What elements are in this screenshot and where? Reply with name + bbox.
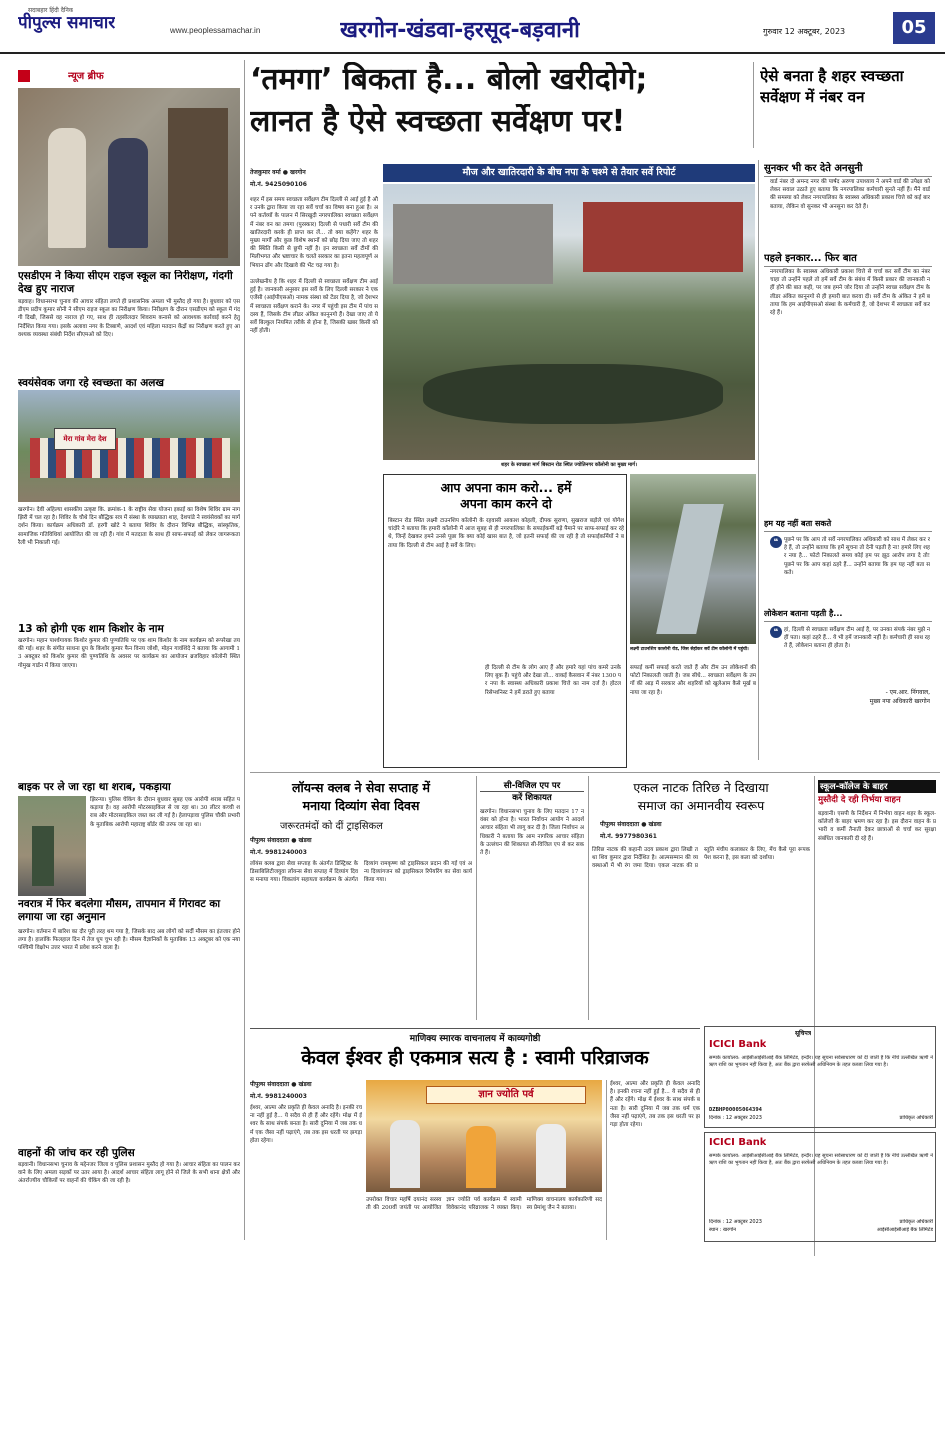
- article-kishore-body: खरगोन। महान पार्श्वगायक किशोर कुमार की पुण्यतिथि पर एक शाम किशोर के नाम कार्यक्रम को रूपरेखा तय की गई। शहर के संगीत साधना ग्रुप के किशोर कुमार फैन विनय जोशी, मोहन गावंशिंदे ने बताया कि आगामी 13 अक्टूबर को किशोर कुमार की पुण्यतिथि के अवसर पर कार्यक्रम का आयोजन ब्रजविहार कॉलोनी स्थित गोमुख गार्डन में किया जाएगा।: [18, 638, 240, 669]
- website-url[interactable]: www.peoplessamachar.in: [170, 26, 261, 35]
- news-brief-header: [18, 66, 240, 86]
- lead-headline-line1: ‘तमगा’ बिकता है... बोलो खरीदोगे;: [250, 62, 648, 97]
- notice-account-1: DZBHP00005064394: [709, 1107, 762, 1113]
- event-banner: ज्ञान ज्योति पर्व: [426, 1086, 586, 1104]
- page-number: 05: [893, 12, 935, 44]
- sidebar-s4-title: लोकेशन बताना पड़ती है...: [764, 608, 932, 622]
- ekal-title-line1: एकल नाटक तिरिछ ने दिखाया: [633, 780, 769, 795]
- lead-headline-line2: लानत है ऐसे स्वच्छता सर्वेक्षण पर!: [250, 104, 626, 139]
- notice-sign-2b: आईसीआईसीआई बैंक लिमिटेड: [876, 1227, 933, 1233]
- issue-date: गुरुवार 12 अक्टूबर, 2023: [763, 27, 846, 36]
- drain-photo: [630, 474, 756, 644]
- liquor-seizure-photo: [18, 796, 86, 896]
- lead-side-headline: ऐसे बनता है शहर स्वच्छता सर्वेक्षण में नंबर वन: [760, 67, 904, 106]
- person-figure: [48, 128, 86, 248]
- sidebar-s4-sign-line1: - एम.आर. निंगवाल,: [885, 689, 930, 696]
- icici-logo-1: ICICI Bank: [709, 1039, 767, 1050]
- lions-title-line1: लॉयन्स क्लब ने सेवा सप्ताह में: [292, 780, 430, 795]
- sewage-road-photo: [383, 184, 755, 470]
- sidebar-s1-body: वार्ड नंबर दो अमन्द नगर की पार्षद अरुणा उपाध्याय ने अपने वार्ड की उपेक्षा को लेकर सवाल उठाते हुए बताया कि नगरपालिका कर्मचारी सुनते नहीं हैं। मैंने वार्ड की समस्या को लेकर नगरपालिका के स्वास्थ्य अधिकारी प्रकाश चित्ते को कई बार बताया, लेकिन वो सुनकर भी अनसुना कर देते हैं।: [770, 179, 930, 210]
- photo1-caption: शहर के स्वच्छता मार्ग बिस्टान रोड स्थित ज्योतिनगर कॉलोनी का मुख्य मार्ग।: [383, 460, 755, 470]
- notice-date-1: दिनांक : 12 अक्टूबर 2023: [709, 1115, 762, 1121]
- swami-byline: पीपुल्स संवाददाता ● खंडवा: [250, 1081, 312, 1088]
- notice-sign-1: प्राधिकृत अधिकारी: [899, 1115, 933, 1121]
- newspaper-logo: पीपुल्स समाचार: [18, 13, 116, 33]
- drain-water-figure: [656, 504, 724, 634]
- sidebar-divider: [758, 160, 759, 760]
- swami-headline: केवल ईश्वर ही एकमात्र सत्य है : स्वामी परिव्राजक: [301, 1047, 649, 1069]
- school-title-line1: स्कूल-कॉलेज के बाहर: [818, 780, 936, 793]
- notice-body-2: सम्पर्क कार्यालय: आईसीआईसीआई बैंक लिमिटेड, इन्दौर। यह सूचना सर्वसाधारण को दी जाती है कि नीचे उल्लेखित ऋणी ने ऋण राशि का भुगतान नहीं किया है, अतः बैंक द्वारा सरफेसी अधिनियम के तहत कब्जा लिया गया है।: [709, 1153, 933, 1166]
- building-figure: [583, 202, 743, 272]
- notice-sign-2a: प्राधिकृत अधिकारी: [899, 1219, 933, 1225]
- article-kishore-title: 13 को होगी एक शाम किशोर के नाम: [18, 623, 164, 635]
- article-sdm-title: एसडीएम ने किया सीएम राइज स्कूल का निरीक्षण, गंदगी देख हुए नाराज: [18, 270, 233, 295]
- ekal-title-line2: समाज का अमानवीय स्वरूप: [637, 798, 765, 813]
- swami-body: ईश्वर, आत्मा और प्रकृति ही केवल अनादि है। इनकी रचना नहीं हुई है... ये सदैव से ही हैं और रहेंगे। मोक्ष में ईश्वर के साथ संपर्क बनता है। सारी दुनिया में जब तक धर्म एक जैसा नहीं पढ़ाएंगे, तब तक इस धरती पर झगड़ा होता रहेगा।: [250, 1105, 362, 1144]
- article-vehicle-body: बड़वानी। विधानसभा चुनाव के मद्देनजर जिला व पुलिस प्रशासन मुस्तैद हो गया है। आचार संहिता का पालन करवाने के लिए अमला सड़कों पर उतर आया है। आदर्श आचार संहिता लागू होने से जिले के सभी थाना क्षेत्रों और अंतर्राज्यीय चौकियों पर वाहनों की चेकिंग की जा रही है।: [18, 1162, 240, 1185]
- notice-tag: सूचिपत्र: [795, 1030, 812, 1037]
- swami-mobile: मो.नं. 9981240003: [250, 1093, 307, 1100]
- door-figure: [168, 108, 228, 258]
- sidebar-s2-body: नगरपालिका के स्वास्थ्य अधिकारी प्रकाश चित्ते से चर्चा कर सर्वे टीम का नंबर चाहा तो उन्होंने पहले तो हमें सर्वे टीम के संबंध में किसी प्रकार की जानकारी नहीं होने की बात कही, पर जब हमने जोर दिया तो उन्होंने स्वच्छ सर्वेक्षण टीम के लीडर अंकित कानूनगो से ही हमारी बात करवा दी। सर्वे टीम के अंकित ने हमें बताया कि हम आईपीएसओ संस्था के कर्मचारी हैं, जो देशभर में स्वच्छता सर्वे कर रहे हैं।: [770, 269, 930, 317]
- sidebar-s3-body: पूछने पर कि आप तो सर्वे नगरपालिका अधिकारी को साथ में लेकर कर रहे हैं, तो उन्होंने बताया कि हमें सूचना तो देनी पड़ती है ना! हमारे लिए शहर नया है... फोटो निकालते समय कोई हम पर झूठ आरोप लगा दे तो! पूछने पर कि आप कहां ठहरे हैं... उन्होंने बताया कि हम यह नहीं बता सकते।: [784, 537, 930, 576]
- logo-tagline: सदाबहार हिंदी दैनिक: [28, 7, 74, 14]
- article-vehicle-title: वाहनों की जांच कर रही पुलिस: [18, 1147, 135, 1159]
- lead-body-part2: उल्लेखनीय है कि शहर में दिल्ली से स्वच्छता सर्वेक्षण टीम आई हुई है। जानकारी अनुसार इस सर्वे के लिए दिल्ली सरकार ने एक एजेंसी (आईपीएसओ) नामक संस्था को टेंडर दिया है, जो देशभर में स्वच्छता सर्वेक्षण कराने के। नगर में पहुंची इस टीम में पांच सदस्य हैं, जिसके टीम लीडर अंकित कानूनगो हैं। देखा जाए तो ये सर्वे बिल्कुल नियमित तरीके से होना है, जिसकी खबर किसी को नहीं होती।: [250, 279, 378, 335]
- swami-event-photo: [366, 1080, 602, 1192]
- lions-subtitle: जरूरतमंदों को दीं ट्राइसिकल: [280, 821, 383, 832]
- article-weather-body: खरगोन। वर्तमान में बारिश का दौर पूरी तरह थम गया है, जिसके बाद अब लोगों को सर्दी मौसम का इंतजार होने लगा है। हालांकि फिलहाल दिन में तेज धूप चुभ रही है। मौसम वैज्ञानिकों के मुताबिक 13 अक्टूबर को एक नया पश्चिमी विक्षोभ उत्तर भारत में प्रवेश करने वाला है।: [18, 929, 240, 952]
- cvigil-title-line2: करें शिकायत: [512, 793, 552, 803]
- cvigil-body: खरगोन। विधानसभा चुनाव के लिए मतदान 17 नवंबर को होना है। भारत निर्वाचन आयोग ने आदर्श आचार संहिता भी लागू कर दी है। जिला निर्वाचन अधिकारी ने बताया कि आम नागरिक आचार संहिता के उल्लंघन की शिकायत सी-विजिल एप से कर सकते हैं।: [480, 809, 584, 857]
- article-volunteers-title: स्वयंसेवक जगा रहे स्वच्छता का अलख: [18, 377, 164, 389]
- bank-notice-1: [704, 1026, 936, 1128]
- article-weather-title: नवरात्र में फिर बदलेगा मौसम, तापमान में गिरावट का लगाया जा रहा अनुमान: [18, 898, 221, 923]
- article-volunteers-body: खरगोन। देवी अहिल्या शासकीय उत्कृष्ट कि. क्रमांक-1 के राष्ट्रीय सेवा योजना इकाई का विशेष शिविर ग्राम नागझिरी में चल रहा है। शिविर के चौथे दिन बौद्धिक सत्र में संस्था के व्याख्याता शाह, देशपांडे ने स्वयंसेवकों का मार्गदर्शन किया। कार्यक्रम अधिकारी डॉ. हरगी खोटे ने बताया शिविर के दौरान विभिन्न बौद्धिक, सांस्कृतिक, सामाजिक गतिविधियां आयोजित की जा रही हैं। गांव में मतदाता के साथ ही साफ-सफाई को लेकर जागरूकता रैली भी निकाली गई।: [18, 507, 240, 546]
- swami-body-2: उपरोक्त विचार महर्षि दयानंद सरस्वती की 200वीं जयंती पर आयोजित ज्ञान ज्योति पर्व कार्यक्रम में स्वामी विवेकानंद परिव्राजक ने व्यक्त किए। माणिक्य वाचनालय कार्यकारिणी सदस्य प्रेमांशु जैन ने बताया।: [366, 1197, 602, 1212]
- column-divider: [606, 1080, 607, 1240]
- officer-figure: [32, 826, 54, 886]
- quote-icon: ❝: [770, 626, 782, 638]
- article-liquor-body: झिरन्या। पुलिस चेकिंग के दौरान बुधवार सुबह एक आरोपी शराब सहित पकड़ाया है। वह आरोपी मोटरसाइकिल से जा रहा था। 30 लीटर कच्ची शराब और मोटरसाइकिल जब्त कर ली गई है। हेलापड़ावा पुलिस चौकी प्रभारी के मुताबिक आरोपी महाराष्ट्र बॉर्डर की तरफ जा रहा था।: [90, 797, 240, 828]
- notice-place-2: स्थान : खरगोन: [709, 1227, 736, 1233]
- column-divider: [244, 60, 245, 1240]
- cvigil-title-line1: सी-विजिल एप पर: [480, 780, 584, 792]
- swami-body-3: ईश्वर, आत्मा और प्रकृति ही केवल अनादि है। इनकी रचना नहीं हुई है... ये सदैव से ही हैं और रहेंगे। मोक्ष में ईश्वर के साथ संपर्क बनता है। सारी दुनिया में जब तक धर्म एक जैसा नहीं पढ़ाएंगे, तब तक इस धरती पर झगड़ा होता रहेगा।: [610, 1081, 700, 1129]
- section-title: [340, 14, 580, 44]
- ekal-body: तिरिछ नाटक की कहानी उदय प्रकाश द्वारा लिखी तथा शिव कुमार द्वारा निर्देशित है। आत्मसम्मान की व्यवस्थाओं में भी रंग जमा दिया। एकल नाटक की प्रस्तुति मंचीय कलाकार के लिए, मेंच कैसे पूरा रूपक पेश करना है, इस कला को दर्शाया।: [592, 847, 810, 870]
- sewage-puddle-figure: [423, 364, 723, 424]
- box2-title-line1: आप अपना काम करो... हमें: [440, 480, 572, 495]
- section-rule: [250, 772, 940, 773]
- quote-icon: ❝: [770, 536, 782, 548]
- sidebar-s4-body: हां, दिल्ली से स्वच्छता सर्वेक्षण टीम आई है, पर उनका संपर्क नंबर मुझे नहीं पता। कहां ठहरे हैं... ये भी हमें जानकारी नहीं है। कर्मचारी ही साथ रहते हैं, लोकेशन बताना ही होता है।: [784, 627, 930, 650]
- rally-banner: मेरा गांव मेरा देश: [54, 428, 116, 450]
- box2-body: बिस्टान रोड स्थित लक्ष्मी टाउनशिप कॉलोनी के रहवासी आकाश कोहली, दीपक सुराणा, सुखराज बड़ोले एवं योगेश चांदोरे ने बताया कि हमारी कॉलोनी में आज सुबह से ही नगरपालिका के सफाईकर्मी बड़े पैमाने पर साफ-सफाई कर रहे थे, जिन्हें देखकर हमने उनसे पूछा कि क्या कोई खास बात है, जो इतनी सफाई की जा रही है तो सफाईकर्मियों ने बताया कि दिल्ली से टीम आई है सर्वे के लिए।: [388, 518, 624, 549]
- article-liquor-title: बाइक पर ले जा रहा था शराब, पकड़ाया: [18, 781, 171, 793]
- section-title-text: खरगोन-खंडवा-हरसूद-बड़वानी: [340, 18, 580, 43]
- sdm-inspection-photo: [18, 88, 240, 266]
- brief-marker-icon: [18, 70, 30, 82]
- lions-mobile: मो.नं. 9981240003: [250, 849, 307, 856]
- building-figure: [393, 204, 553, 284]
- lead-body-col3: ही दिल्ली से टीम के लोग आए हैं और हमारे यहां पांच कमरे उनके लिए बुक हैं। पहुंचे और देखा तो... वाकई कैसवान में नंबर 1300 पर नपा के स्वास्थ्य अधिकारी प्रकाश चित्ते का नाम दर्ज है। होटल रिसेप्शनिस्ट ने हमें डराते हुए बताया: [485, 665, 621, 696]
- column-divider: [476, 776, 477, 1020]
- lead-body-part1: शहर में इस समय स्वच्छता सर्वेक्षण टीम दिल्ली से आई हुई है और उनके द्वारा किया जा रहा सर्वे चर्चा का विषय बना हुआ है। अपने कर्तव्यों के पालन में सिरखुदी नगरपालिका स्वच्छता सर्वेक्षण में नंबर वन का तमगा (पुरस्कार) दिल्ली से पधारी सर्वे टीम की खातिरदारी करके ही प्राप्त कर लें... तो क्या कहेंगे? शहर के मुख्य मार्गों और कुछ विशेष स्थानों को छोड़ दिया जाए तो शहर की स्थिति किसी से छुपी नहीं है। इन स्वच्छता सर्वे टीमों की मिलीभगत और भ्रष्टाचार के चलते सरकार का इतना महत्वपूर्ण अभियान ढोंग और दिखावे की भेंट चढ़ गया है।: [250, 197, 378, 269]
- masthead: [0, 0, 945, 54]
- lead-mobile: मो.नं. 9425090106: [250, 181, 307, 188]
- ekal-byline: पीपुल्स संवाददाता ● खंडवा: [600, 821, 662, 828]
- volunteers-rally-photo: [18, 390, 240, 502]
- person-figure: [108, 138, 148, 248]
- school-title-line2: मुस्तैदी दे रही निर्भया वाहन: [818, 795, 901, 805]
- lions-body: लॉयंस क्लब द्वारा सेवा सप्ताह के अंतर्गत डिस्ट्रिक्ट के डिसाबिलिटीजयुवा लॉयन्स सेवा सप्ताह में दिव्यांग दिवस मनाया गया। विकलांग सहायता कार्यक्रम के अंतर्गत दिव्यांग रामकृष्ण को ट्राइसिकल प्रदान की गई एवं अन्य दिव्यांगजन को ड्राइसिकल रिपेयरिंग का सेवा कार्य किया गया।: [250, 861, 472, 884]
- lions-title-line2: मनाया दिव्यांग सेवा दिवस: [302, 798, 420, 813]
- bank-notice-2: [704, 1132, 936, 1242]
- lead-subheading-band: मौज और खातिरदारी के बीच नपा के चश्मे से तैयार सर्वे रिपोर्ट: [383, 164, 755, 182]
- lions-byline: पीपुल्स संवाददाता ● खंडवा: [250, 837, 312, 844]
- ekal-mobile: मो.नं. 9977980361: [600, 833, 657, 840]
- article-sdm-body: बड़वाह। विधानसभा चुनाव की आचार संहिता लगते ही प्रशासनिक अमला भी मुस्तैद हो गया है। बुधवार को एसडीएम प्रदीप कुमार सोनी ने सीएम राइज स्कूल का निरीक्षण किया। निरीक्षण के दौरान एसडीएम को स्कूल में गंदगी दिखी, जिससे वह नाराज हो गए, साथ ही तहसीलदार शिवराम कनासे को आवश्यक कार्रवाई करने हेतु निर्देशित किया गया। इसके अलावा नगर के टिब्बाणे, आदर्श एवं महिला मतदान केंद्रों का निरीक्षण करते हुए आवश्यक व्यवस्था संबंधी निर्देश सीएमओ को दिए।: [18, 299, 240, 338]
- guest-figure: [536, 1124, 566, 1188]
- news-brief-label: न्यूज ब्रीफ: [68, 71, 104, 82]
- sidebar-s3-title: हम यह नहीं बता सकते: [764, 518, 932, 532]
- photo2-caption: लक्ष्मी टाउनशिप कालोनी रोड, जिस सेहोकर सर्वे टीम कॉलोनी में पहुंची।: [630, 646, 756, 658]
- lead-byline: तेजकुमार वर्मा ● खरगोन: [250, 169, 306, 176]
- sidebar-s4-sign-line2: मुख्य नपा अधिकारी खरगोन: [869, 698, 930, 705]
- swami-figure: [466, 1126, 496, 1188]
- kavya-strip: माणिक्य स्मारक वाचनालय में काव्यगोष्ठी: [250, 1028, 700, 1044]
- sidebar-s2-title: पहले इनकार... फिर बात: [764, 250, 932, 267]
- box2-title-line2: अपना काम करने दो: [460, 496, 552, 511]
- lead-body-col4: सफाई कर्मी सफाई करते जाते हैं और टीम उन लोकेशनों की फोटो निकालती जाती है। जब सीधे... स्वच्छता सर्वेक्षण के तमगों की आड़ में सरकार और शहरियों को खुलेआम कैसे मूर्ख बनाया जा रहा है।: [630, 665, 756, 696]
- headline-divider: [753, 62, 754, 148]
- school-body: बड़वानी। एसपी के निर्देशन में निर्भया वाहन शहर के स्कूल-कॉलेजों के बाहर भ्रमण कर रहा है। इस दौरान वाहन के प्रभारी व कर्मी तैनाती देकर छात्राओं से चर्चा कर सुरक्षा संबंधित जानकारी दी रहे हैं।: [818, 811, 936, 842]
- notice-date-2: दिनांक : 12 अक्टूबर 2023: [709, 1219, 762, 1225]
- lead-body-col1: [250, 196, 378, 736]
- sidebar-s1-title: सुनकर भी कर देते अनसुनी: [764, 160, 932, 177]
- column-divider: [588, 776, 589, 1020]
- speaker-figure: [390, 1120, 420, 1188]
- notice-body-1: सम्पर्क कार्यालय: आईसीआईसीआई बैंक लिमिटेड, इन्दौर। यह सूचना सर्वसाधारण को दी जाती है कि नीचे उल्लेखित ऋणी ने ऋण राशि का भुगतान नहीं किया है, अतः बैंक द्वारा सरफेसी अधिनियम के तहत कब्जा लिया गया है।: [709, 1055, 933, 1068]
- icici-logo-2: ICICI Bank: [709, 1137, 767, 1148]
